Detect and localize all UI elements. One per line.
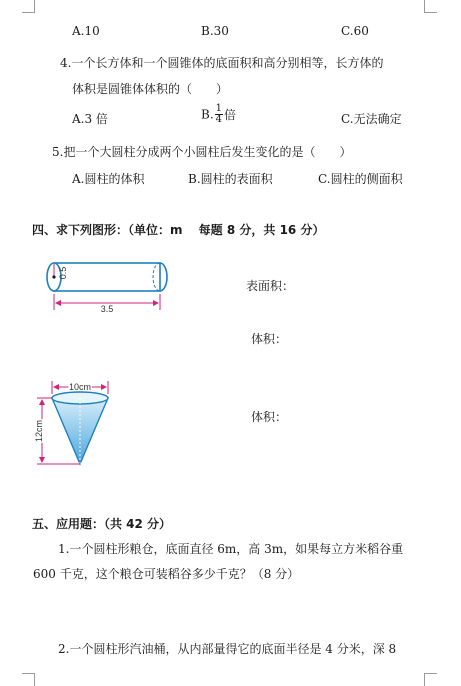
cylinder-body [54, 263, 160, 291]
q3-option-b: B.30 [201, 24, 229, 38]
corner-mark-bottom-right [424, 673, 437, 686]
volume-label-cylinder: 体积： [251, 332, 288, 346]
q4-option-b-fraction [215, 104, 223, 125]
volume-label-cone: 体积： [251, 410, 288, 424]
cylinder-length-label: 3.5 [100, 304, 114, 314]
fraction-numerator: 1 [215, 103, 223, 114]
q5-option-a: A.圆柱的体积 [72, 172, 145, 186]
q4-option-b [201, 104, 236, 125]
section4-heading: 四、求下列图形：（单位：m 每题 8 分，共 16 分） [32, 223, 325, 237]
cylinder-center-dot [52, 275, 55, 278]
problem1-line1: 1.一个圆柱形粮仓，底面直径 6m，高 3m，如果每立方米稻谷重 [58, 542, 404, 556]
cone-diameter-label: 10cm [68, 382, 92, 392]
q5-question: 5.把一个大圆柱分成两个小圆柱后发生变化的是（ ） [52, 145, 352, 159]
cone-height-label: 12cm [34, 419, 44, 443]
problem1-line2: 600 千克，这个粮仓可装稻谷多少千克？（8 分） [33, 567, 300, 581]
q4-option-b-suffix: 倍 [224, 108, 237, 122]
cylinder-radius-label: 0.5 [58, 266, 68, 280]
q4-option-a: A.3 倍 [72, 112, 108, 126]
corner-mark-bottom-left [22, 673, 35, 686]
problem2-line1: 2.一个圆柱形汽油桶，从内部量得它的底面半径是 4 分米，深 8 [58, 642, 397, 656]
q5-option-c: C.圆柱的侧面积 [318, 172, 403, 186]
q3-option-c: C.60 [341, 24, 369, 38]
q4-question-line1: 4.一个长方体和一个圆锥体的底面积和高分别相等，长方体的 [60, 56, 384, 70]
surface-area-label: 表面积： [246, 279, 295, 293]
cylinder-right-face [160, 263, 167, 291]
corner-mark-top-right [424, 0, 437, 13]
cylinder-diagram [40, 258, 176, 316]
q4-question-line2: 体积是圆锥体体积的（ ） [72, 82, 229, 96]
q5-option-b: B.圆柱的表面积 [188, 172, 273, 186]
corner-mark-top-left [22, 0, 35, 13]
q4-option-c: C.无法确定 [341, 112, 402, 126]
section5-heading: 五、应用题：（共 42 分） [32, 517, 172, 531]
fraction-denominator: 4 [215, 114, 223, 125]
cone-diagram [34, 376, 120, 468]
q3-option-a: A.10 [72, 24, 100, 38]
q4-option-b-prefix: B. [201, 107, 214, 122]
